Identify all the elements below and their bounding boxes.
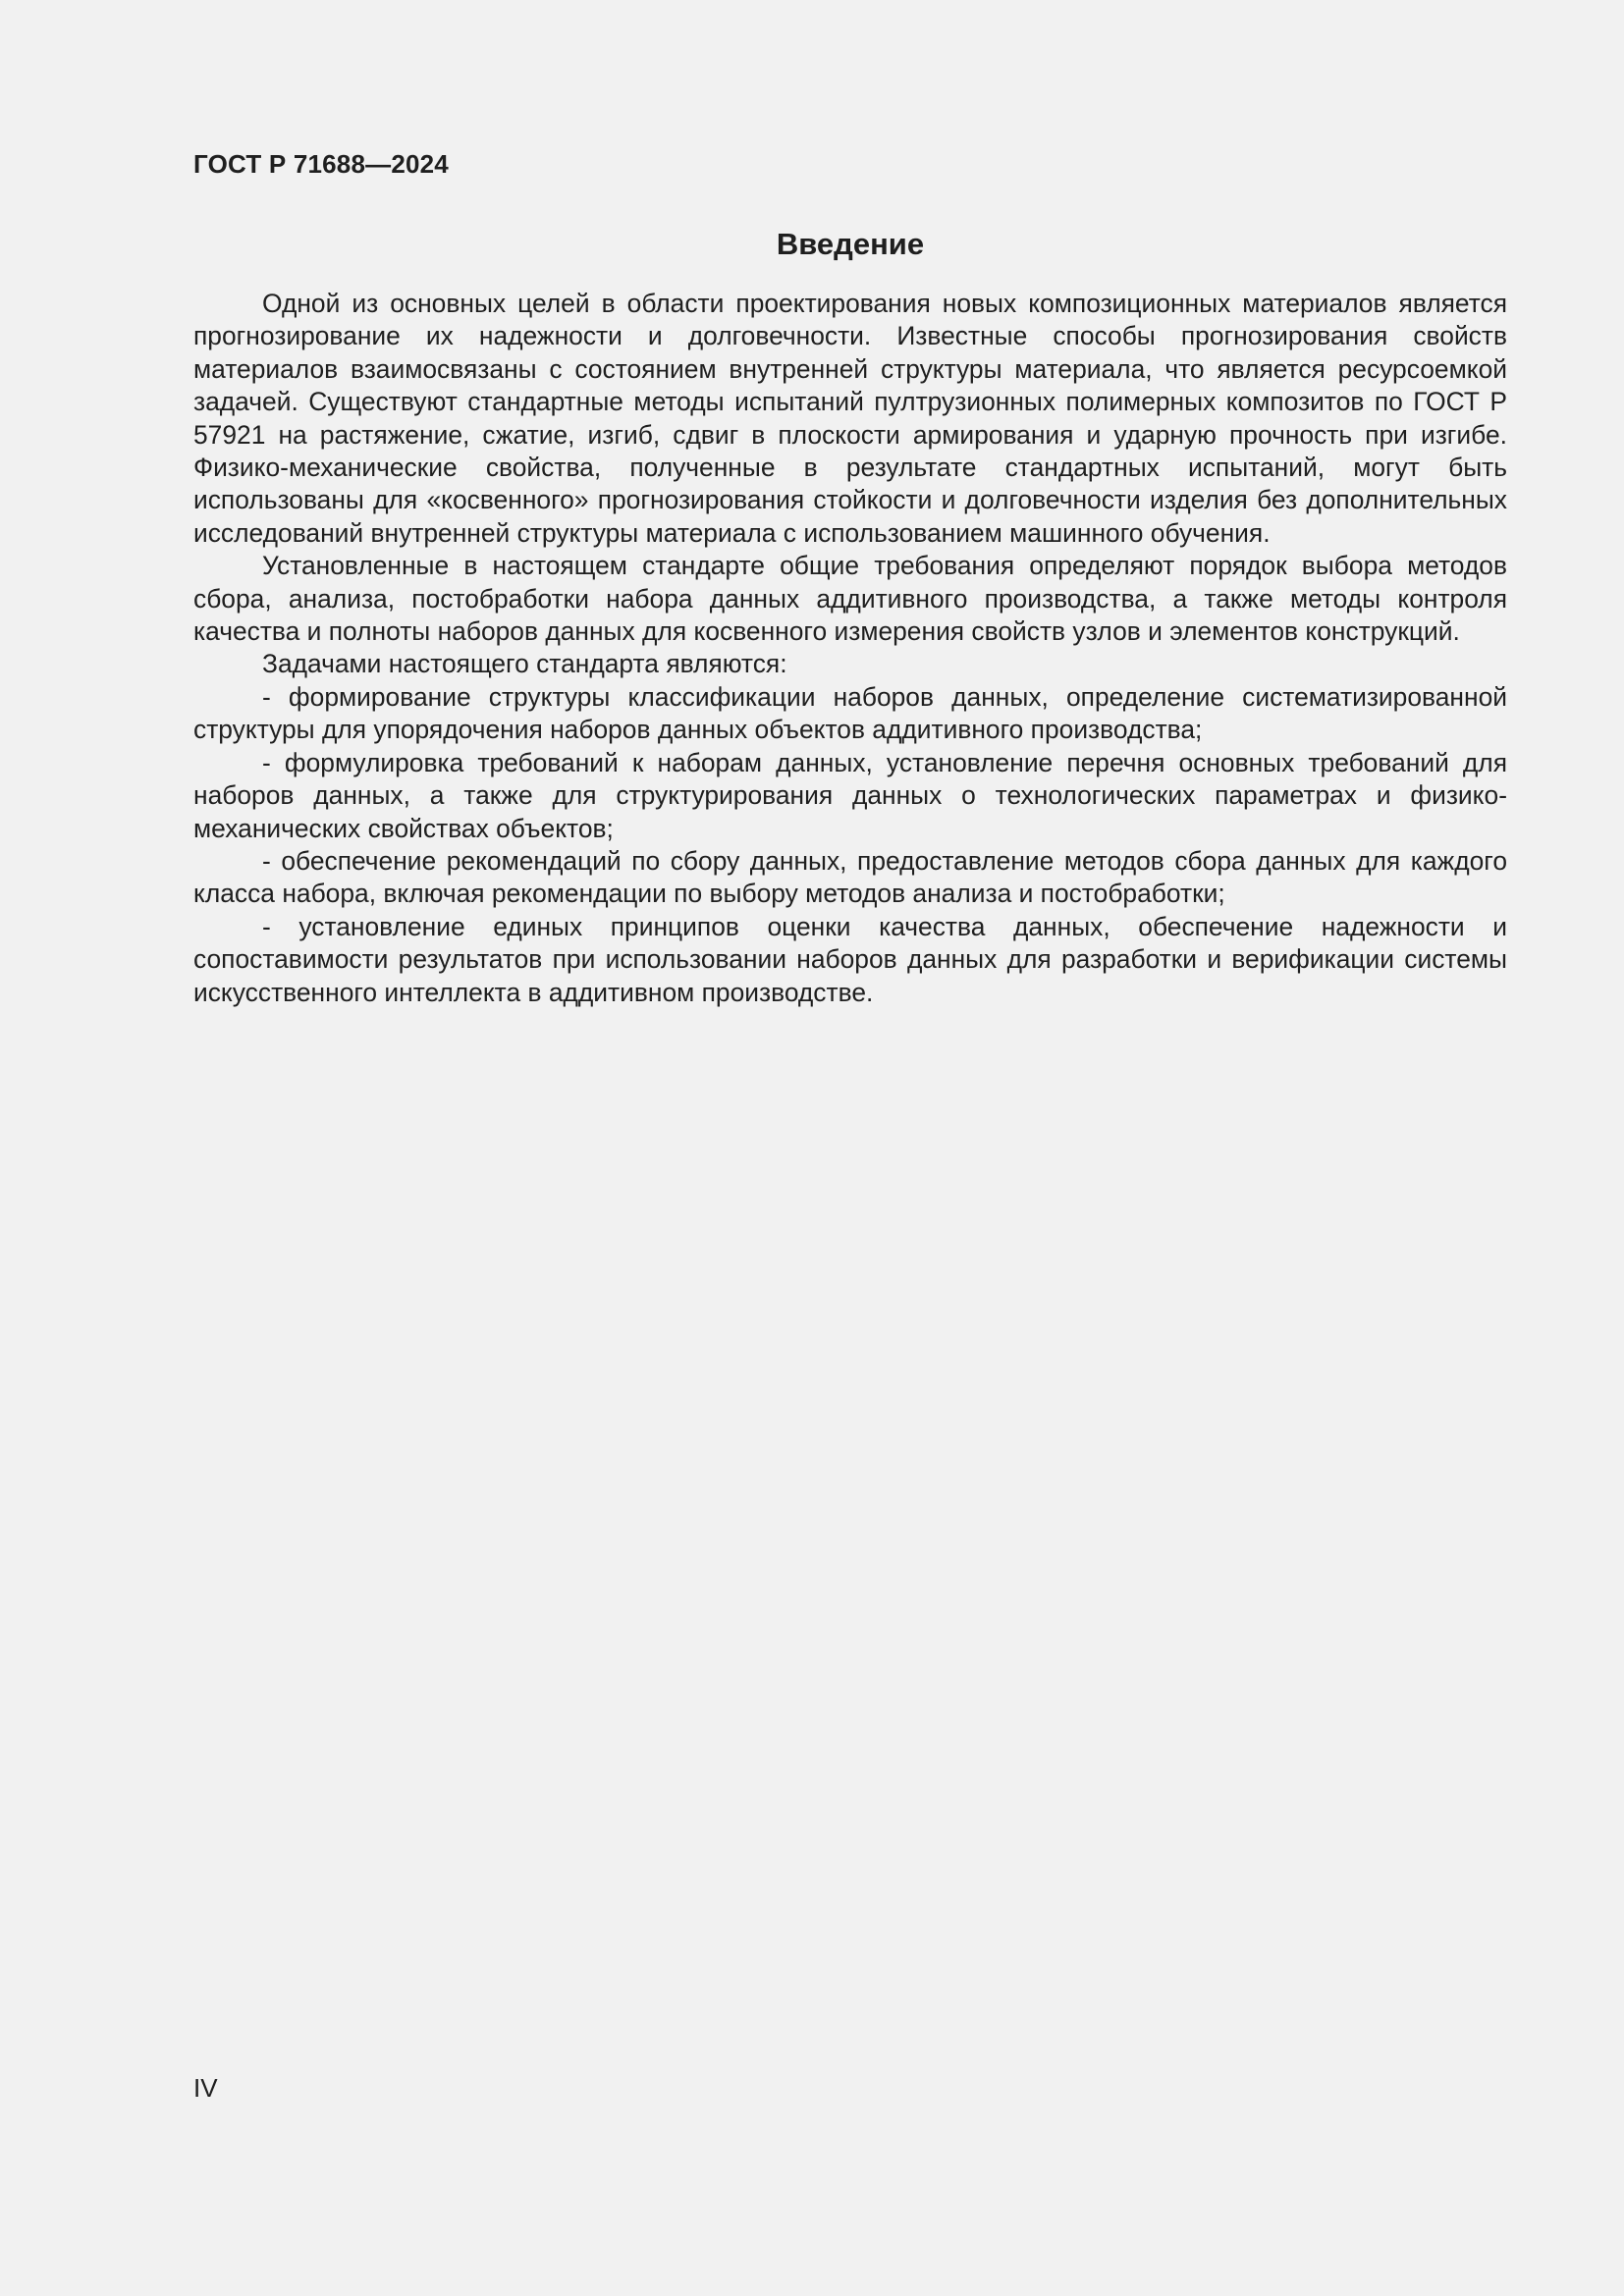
- objectives-heading-paragraph: Задачами настоящего стандарта являются:: [262, 649, 787, 679]
- objective-list-item: - формирование структуры классификации наборов данных, определение систематизированной структуры для упорядочения наборов данных объектов аддитивного производства;: [193, 681, 1507, 745]
- objective-list-item: - обеспечение рекомендаций по сбору данных, предоставление методов сбора данных для каждого класса набора, включая рекомендации по выбору методов анализа и постобработки;: [193, 845, 1507, 909]
- document-identifier: ГОСТ Р 71688—2024: [193, 149, 449, 179]
- section-body: [193, 288, 1507, 1009]
- objective-list-item: - формулировка требований к наборам данных, установление перечня основных требований для наборов данных, а также для структурирования данных о технологических параметрах и физико-механических свойствах объектов;: [193, 747, 1507, 843]
- objective-list-item: - установление единых принципов оценки качества данных, обеспечение надежности и сопоставимости результатов при использовании наборов данных для разработки и верификации системы искусственного интеллекта в аддитивном производстве.: [193, 911, 1507, 1007]
- intro-paragraph: Одной из основных целей в области проектирования новых композиционных материалов является прогнозирование их надежности и долговечности. Известные способы прогнозирования свойств материалов взаимосвязаны с состоянием внутренней структуры материала, что является ресурсоемкой задачей. Существуют стандартные методы испытаний пултрузионных полимерных композитов по ГОСТ Р 57921 на растяжение, сжатие, изгиб, сдвиг в плоскости армирования и ударную прочность при изгибе. Физико-механические свойства, полученные в результате стандартных испытаний, могут быть использованы для «косвенного» прогнозирования стойкости и долговечности изделия без дополнительных исследований внутренней структуры материала с использованием машинного обучения.: [193, 289, 1507, 548]
- page-number: IV: [193, 2073, 218, 2103]
- section-title: Введение: [776, 227, 925, 261]
- requirements-paragraph: Установленные в настоящем стандарте общие требования определяют порядок выбора методов сбора, анализа, постобработки набора данных аддитивного производства, а также методы контроля качества и полноты наборов данных для косвенного измерения свойств узлов и элементов конструкций.: [193, 551, 1507, 647]
